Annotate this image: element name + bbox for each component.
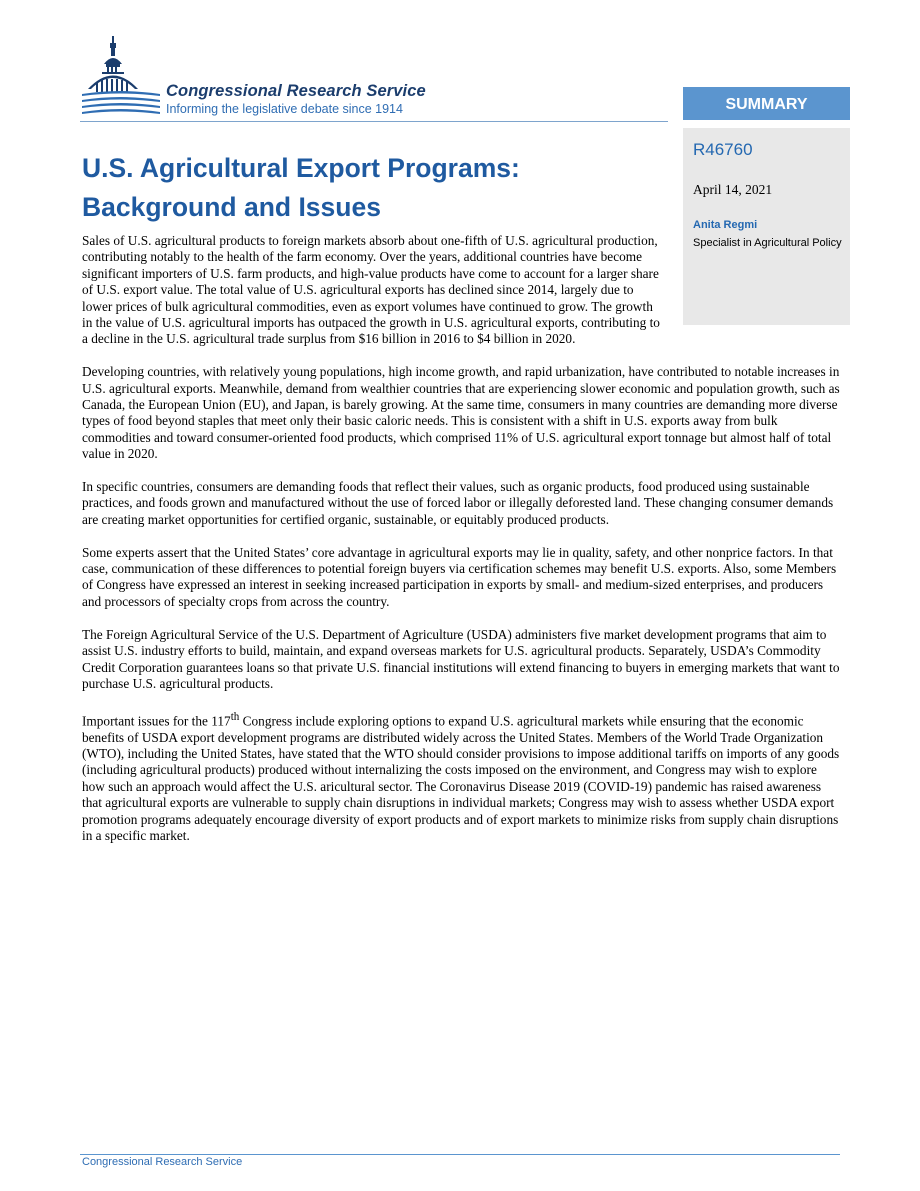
summary-paragraph: Sales of U.S. agricultural products to foreign markets absorb about one-fifth of U.S. agricultural production, contributing notably to the health of the farm economy. Over the years, additional countries have become significant importers of U.S. farm products, and high-value products have come to account for a larger share of U.S. export value. The total value of U.S. agricultural exports has declined since 2014, largely due to lower prices of bulk agricultural commodities, even as export volumes have continued to grow. The growth in the value of U.S. agricultural imports has outpaced the growth in U.S. agricultural exports, contributing to a decline in the U.S. agricultural trade surplus from $16 billion in 2016 to $4 billion in 2020. [82,233,660,347]
ordinal-superscript: th [230,710,240,723]
footer-org-name: Congressional Research Service [82,1156,243,1168]
document-title [82,149,602,227]
report-number: R46760 [693,140,753,159]
org-tagline: Informing the legislative debate since 1914 [166,102,403,116]
document-title-line-1: U.S. Agricultural Export Programs: [82,153,520,183]
paragraph-text-end: Congress include exploring options to expand U.S. agricultural markets while ensuring that the economic benefits of USDA export development programs are distributed widely across the United States. Members of the World Trade Organization (WTO), including the United States, have stated that the WTO should consider provisions to impose additional tariffs on imports of any goods (including agricultural products) produced without internalizing the costs imposed on the environment, and Congress may wish to explore how such an approach would affect the U.S. aricultural sector. The Coronavirus Disease 2019 (COVID-19) pandemic has raised awareness that agricultural exports are vulnerable to supply chain disruptions in individual markets; Congress may wish to assess whether USDA export promotion programs adequately encourage diversity of export products and of export markets to minimize risks from supply chain disruptions in a specific market. [82,713,840,843]
org-name: Congressional Research Service [166,82,426,100]
summary-body [82,233,842,861]
summary-paragraph: In specific countries, consumers are demanding foods that reflect their values, such as organic products, food produced using sustainable practices, and foods grown and manufactured without the use of forced labor or illegally deforested land. These changing consumer demands are creating market opportunities for certified organic, sustainable, or equitably produced products. [82,479,834,527]
summary-tab: SUMMARY [683,87,850,120]
document-title-line-2: Background and Issues [82,192,381,222]
sidebar-wrap-spacer [660,233,842,329]
summary-paragraph: The Foreign Agricultural Service of the U.S. Department of Agriculture (USDA) administers five market development programs that aim to assist U.S. industry efforts to build, maintain, and expand overseas markets for U.S. agricultural products. Separately, USDA’s Commodity Credit Corporation guarantees loans so that private U.S. financial institutions will extend financing to buyers in emerging markets that want to purchase U.S. agricultural products. [82,626,840,691]
footer-divider [80,1154,840,1155]
summary-paragraph-final [82,709,842,845]
author-title: Specialist in Agricultural Policy [693,237,842,249]
summary-paragraph: Some experts assert that the United States’ core advantage in agricultural exports may lie in quality, safety, and other nonprice factors. In that case, communication of these differences to potential foreign buyers via certification schemes may benefit U.S. exports. Also, some Members of Congress have expressed an interest in seeking increased participation in exports by small- and medium-sized enterprises, and producers and processors of specialty crops from across the country. [82,544,837,609]
author-name: Anita Regmi [693,219,758,231]
paragraph-text-start: Important issues for the 117 [82,713,231,729]
crs-logo [80,34,480,120]
capitol-dome-icon [80,34,162,120]
header-divider [80,121,668,122]
summary-paragraph: Developing countries, with relatively young populations, high income growth, and rapid urbanization, have contributed to notable increases in U.S. agricultural exports. Meanwhile, demand from wealthier countries that are experiencing slower economic and population growth, such as Canada, the European Union (EU), and Japan, is barely growing. At the same time, consumers in many countries are demanding more diverse types of food beyond staples that meet only their basic caloric needs. This is consistent with a shift in U.S. exports away from bulk commodities and toward consumer-oriented food products, which comprised 11% of U.S. agricultural export tonnage but almost half of total value in 2020. [82,364,840,462]
report-date: April 14, 2021 [693,182,773,197]
